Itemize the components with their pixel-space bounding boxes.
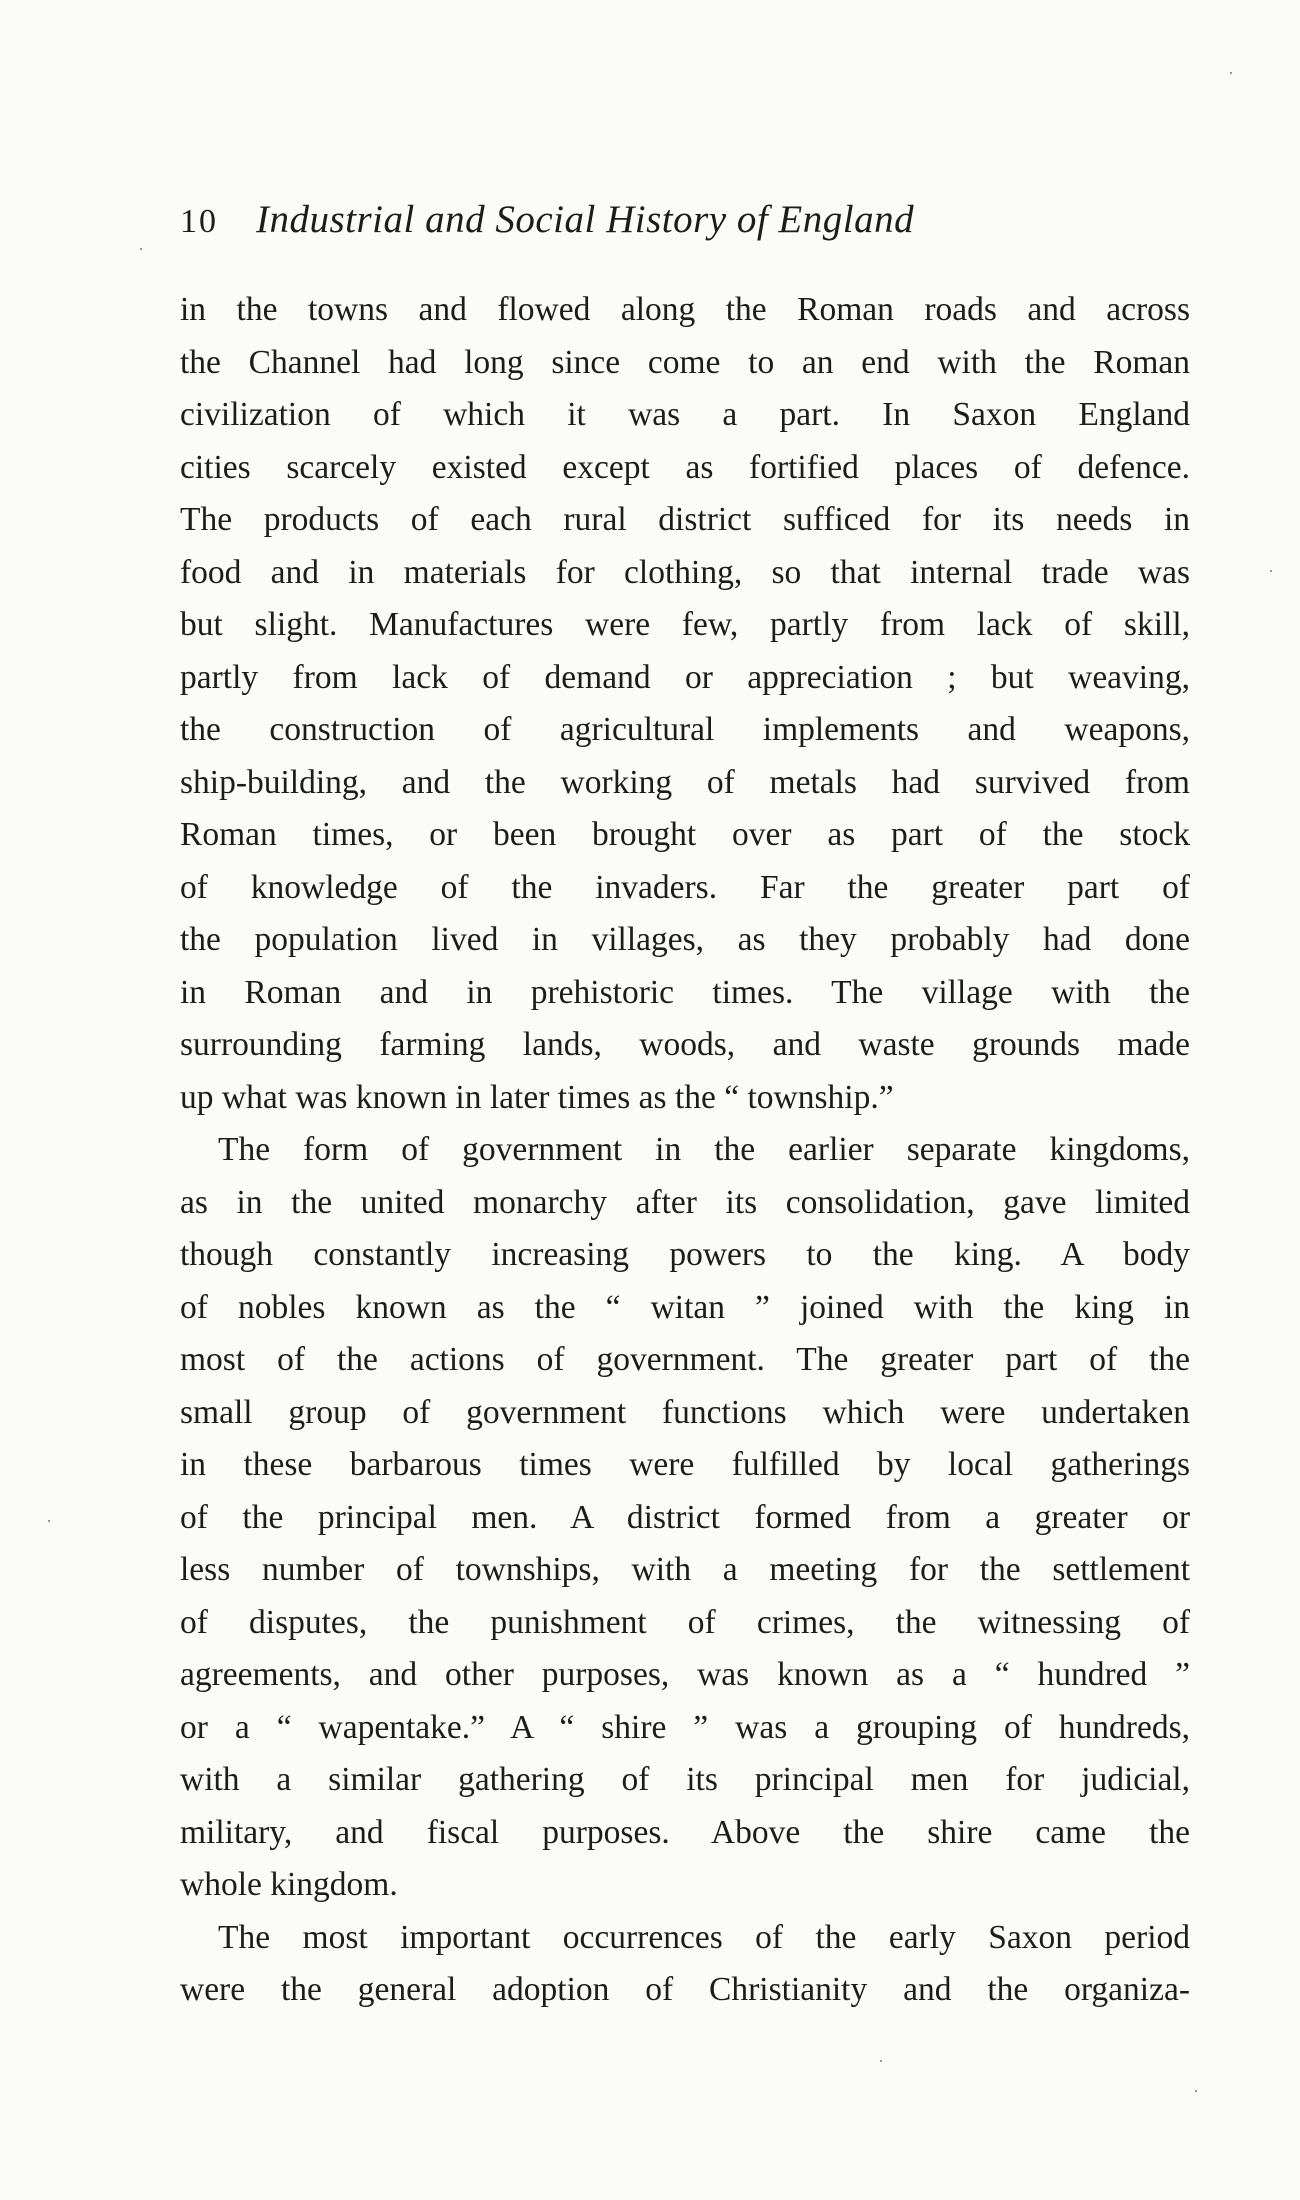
scan-speck <box>48 1520 50 1522</box>
text-line: of nobles known as the “ witan ” joined with the king in <box>180 1288 1190 1326</box>
text-line: The most important occurrences of the early Saxon period <box>218 1918 1190 1956</box>
text-line: of disputes, the punishment of crimes, the witnessing of <box>180 1603 1190 1641</box>
running-title: Industrial and Social History of England <box>256 198 915 241</box>
paragraph <box>180 1912 1190 2017</box>
scan-speck <box>880 2060 882 2062</box>
text-line: ship-building, and the working of metals had survived from <box>180 763 1190 801</box>
text-line: partly from lack of demand or appreciation ; but weaving, <box>180 658 1190 696</box>
text-line: agreements, and other purposes, was known as a “ hundred ” <box>180 1656 1190 1693</box>
text-line: the Channel had long since come to an end with the Roman <box>180 343 1190 381</box>
text-line: food and in materials for clothing, so that internal trade was <box>180 553 1190 591</box>
running-head <box>180 196 1190 246</box>
scan-speck <box>140 248 142 250</box>
text-line: with a similar gathering of its principal men for judicial, <box>180 1761 1190 1798</box>
text-line: military, and fiscal purposes. Above the shire came the <box>180 1813 1190 1851</box>
text-line: less number of townships, with a meeting for the settlement <box>180 1551 1190 1588</box>
text-line: in Roman and in prehistoric times. The village with the <box>180 973 1190 1011</box>
text-line: the population lived in villages, as they probably had done <box>180 921 1190 958</box>
text-line: Roman times, or been brought over as part of the stock <box>180 816 1190 853</box>
text-line: up what was known in later times as the “ township.” <box>180 1078 894 1116</box>
text-line: the construction of agricultural implements and weapons, <box>180 711 1190 748</box>
scan-speck <box>1195 2090 1197 2092</box>
text-line: in the towns and flowed along the Roman roads and across <box>180 291 1190 328</box>
text-line: of the principal men. A district formed from a greater or <box>180 1498 1190 1536</box>
text-line: cities scarcely existed except as fortified places of defence. <box>180 448 1190 486</box>
text-line: were the general adoption of Christianity and the organiza- <box>180 1971 1190 2008</box>
text-line: surrounding farming lands, woods, and waste grounds made <box>180 1026 1190 1063</box>
body-text <box>180 284 1190 2017</box>
scan-speck <box>1230 72 1232 74</box>
text-line: as in the united monarchy after its consolidation, gave limited <box>180 1183 1190 1221</box>
text-line: The form of government in the earlier separate kingdoms, <box>218 1131 1190 1168</box>
scan-speck <box>1270 570 1272 572</box>
text-line: small group of government functions which were undertaken <box>180 1393 1190 1431</box>
text-line: in these barbarous times were fulfilled by local gatherings <box>180 1446 1190 1483</box>
text-line: whole kingdom. <box>180 1866 398 1903</box>
paragraph <box>180 284 1190 1124</box>
text-line: The products of each rural district sufficed for its needs in <box>180 501 1190 538</box>
text-line: but slight. Manufactures were few, partly from lack of skill, <box>180 606 1190 643</box>
text-line: of knowledge of the invaders. Far the greater part of <box>180 868 1190 906</box>
text-line: most of the actions of government. The greater part of the <box>180 1341 1190 1378</box>
text-line: civilization of which it was a part. In Saxon England <box>180 396 1190 433</box>
text-line: though constantly increasing powers to the king. A body <box>180 1236 1190 1273</box>
page-number: 10 <box>180 203 218 240</box>
text-line: or a “ wapentake.” A “ shire ” was a grouping of hundreds, <box>180 1708 1190 1746</box>
paragraph <box>180 1124 1190 1912</box>
